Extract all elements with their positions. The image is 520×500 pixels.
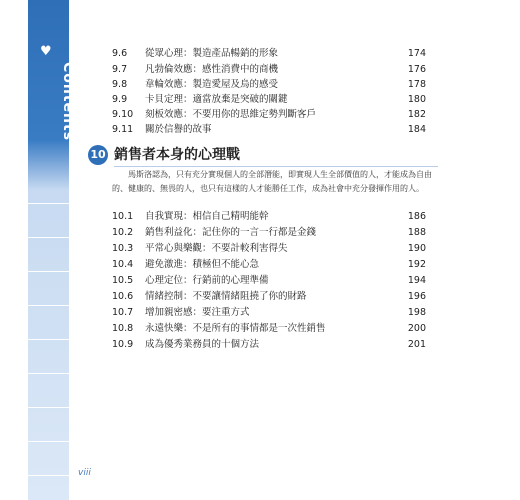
toc-title: 避免激進：積極但不能心急 bbox=[145, 259, 260, 270]
toc-page: 178 bbox=[407, 79, 426, 90]
toc-title: 永遠快樂：不是所有的事情都是一次性銷售 bbox=[145, 323, 326, 334]
toc-page: 196 bbox=[407, 291, 426, 302]
toc-number: 9.11 bbox=[112, 124, 134, 135]
chapter-underline bbox=[114, 166, 438, 167]
toc-page: 186 bbox=[407, 211, 426, 222]
chapter-intro bbox=[112, 168, 434, 196]
toc-number: 10.7 bbox=[112, 307, 134, 318]
toc-title: 成為優秀業務員的十個方法 bbox=[145, 339, 260, 350]
toc-number: 9.6 bbox=[112, 48, 128, 59]
toc-page: 194 bbox=[407, 275, 426, 286]
chapter-title: 銷售者本身的心理戰 bbox=[114, 147, 240, 163]
toc-entry[interactable] bbox=[112, 306, 426, 320]
toc-page: 176 bbox=[407, 64, 426, 75]
toc-number: 9.8 bbox=[112, 79, 128, 90]
toc-title: 從眾心理：製造產品暢銷的形象 bbox=[145, 48, 279, 59]
chapter-number-badge: 10 bbox=[88, 145, 108, 165]
toc-number: 10.4 bbox=[112, 259, 134, 270]
toc-page: 184 bbox=[407, 124, 426, 135]
toc-title: 增加親密感：要注重方式 bbox=[145, 307, 250, 318]
toc-entry[interactable] bbox=[112, 226, 426, 240]
toc-entry[interactable] bbox=[112, 258, 426, 272]
toc-entry[interactable] bbox=[112, 290, 426, 304]
toc-title: 情緒控制：不要讓情緒阻撓了你的財路 bbox=[145, 291, 307, 302]
toc-title: 卡貝定理：適當放棄是突破的關鍵 bbox=[145, 94, 288, 105]
toc-title: 韋輪效應：製造愛屋及烏的感受 bbox=[145, 79, 279, 90]
toc-number: 10.6 bbox=[112, 291, 134, 302]
sidebar-heading: Contents bbox=[60, 62, 76, 142]
toc-title: 銷售利益化：記住你的一言一行都是金錢 bbox=[145, 227, 317, 238]
toc-page: 180 bbox=[407, 94, 426, 105]
toc-number: 9.7 bbox=[112, 64, 128, 75]
toc-title: 自我實現：相信自己精明能幹 bbox=[145, 211, 269, 222]
toc-number: 9.10 bbox=[112, 109, 134, 120]
contents-sidebar bbox=[28, 0, 76, 500]
chapter-heading bbox=[88, 145, 438, 165]
toc-number: 10.1 bbox=[112, 211, 134, 222]
heart-icon: ♥ bbox=[40, 44, 52, 59]
toc-title: 心理定位：行銷前的心理準備 bbox=[145, 275, 269, 286]
toc-title: 刻板效應：不要用你的思維定勢判斷客戶 bbox=[145, 109, 317, 120]
toc-page: 182 bbox=[407, 109, 426, 120]
toc-entry[interactable] bbox=[112, 108, 426, 122]
toc-number: 9.9 bbox=[112, 94, 128, 105]
toc-page: 198 bbox=[407, 307, 426, 318]
toc-number: 10.8 bbox=[112, 323, 134, 334]
toc-number: 10.5 bbox=[112, 275, 134, 286]
toc-number: 10.3 bbox=[112, 243, 134, 254]
toc-entry[interactable] bbox=[112, 63, 426, 77]
toc-entry[interactable] bbox=[112, 274, 426, 288]
toc-page: 201 bbox=[407, 339, 426, 350]
toc-page: 200 bbox=[407, 323, 426, 334]
toc-page: 174 bbox=[407, 48, 426, 59]
intro-paragraph: 馬斯洛認為，只有充分實現個人的全部潛能，即實現人生全部價值的人，才能成為自由的、健康的、無畏的人，也只有這樣的人才能勝任工作，成為社會中充分發揮作用的人。 bbox=[112, 170, 432, 193]
toc-entry[interactable] bbox=[112, 338, 426, 352]
toc-entry[interactable] bbox=[112, 242, 426, 256]
toc-entry[interactable] bbox=[112, 210, 426, 224]
toc-entry[interactable] bbox=[112, 93, 426, 107]
toc-number: 10.2 bbox=[112, 227, 134, 238]
sidebar-decor bbox=[28, 170, 69, 476]
toc-title: 凡勃倫效應：感性消費中的商機 bbox=[145, 64, 279, 75]
toc-entry[interactable] bbox=[112, 123, 426, 137]
toc-number: 10.9 bbox=[112, 339, 134, 350]
toc-title: 關於信譽的故事 bbox=[145, 124, 212, 135]
toc-page: 192 bbox=[407, 259, 426, 270]
toc-page: 190 bbox=[407, 243, 426, 254]
page-number: viii bbox=[78, 468, 91, 478]
toc-entry[interactable] bbox=[112, 322, 426, 336]
toc-entry[interactable] bbox=[112, 78, 426, 92]
toc-page: 188 bbox=[407, 227, 426, 238]
toc-title: 平常心與樂觀：不要計較利害得失 bbox=[145, 243, 288, 254]
toc-entry[interactable] bbox=[112, 47, 426, 61]
